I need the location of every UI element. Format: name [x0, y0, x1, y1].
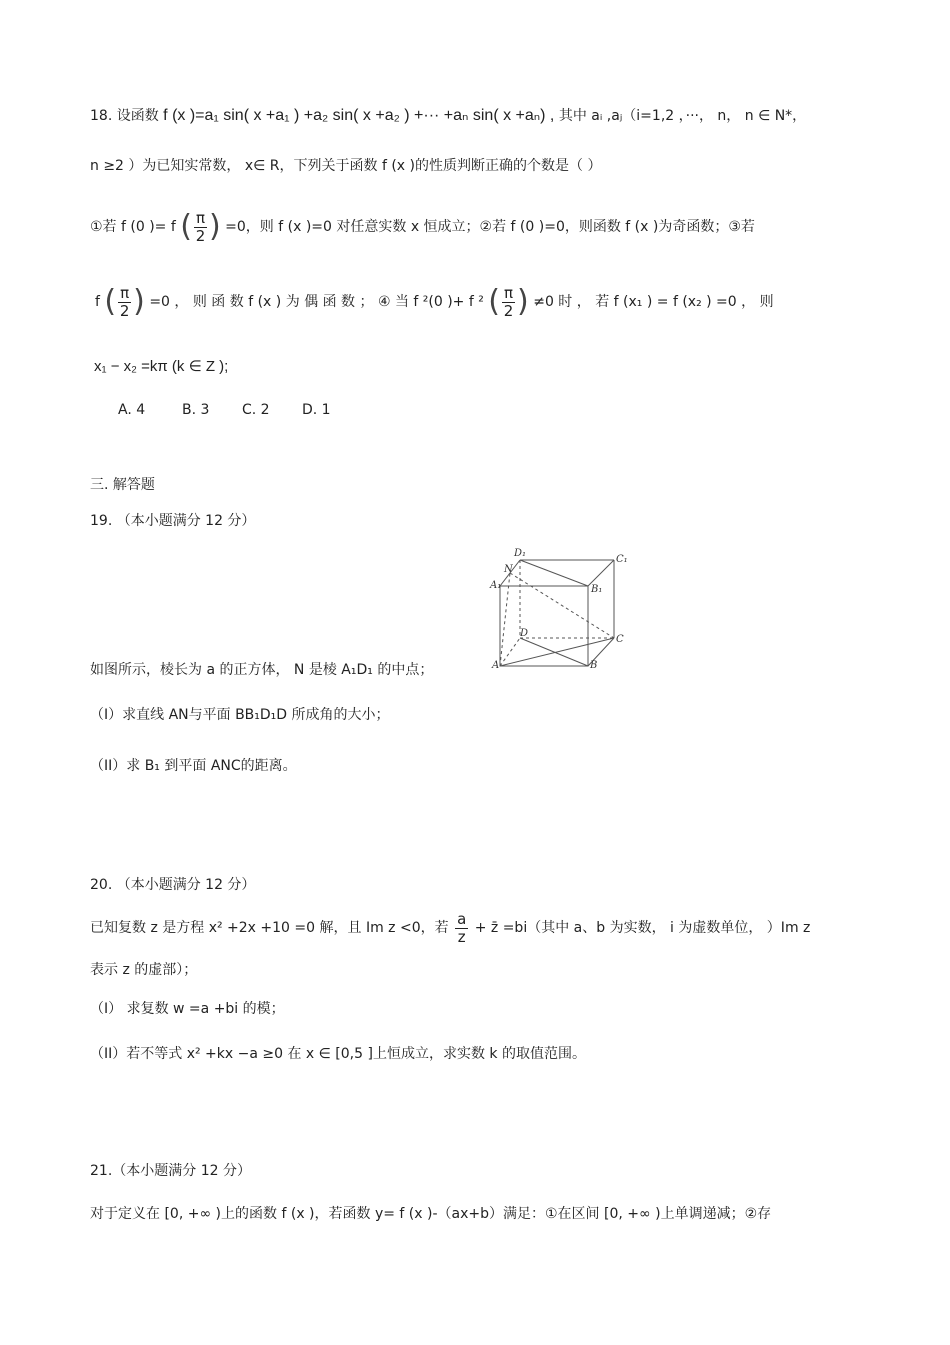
q20-line2: 表示 z 的虚部）； [90, 962, 198, 978]
q18-line2: n ≥2 ）为已知实常数， x∈ R，下列关于函数 f (x )的性质判断正确的个数是（ ） [90, 158, 602, 174]
a-over-z-fraction [455, 911, 468, 946]
q19-header: 19. （本小题满分 12 分） [90, 513, 256, 529]
q20-header: 20. （本小题满分 12 分） [90, 877, 256, 893]
fraction-denominator: z [457, 927, 466, 946]
label-c1: C₁ [616, 554, 628, 565]
label-a: A [492, 660, 500, 671]
q18-number-label: 18. 设函数 [90, 108, 159, 124]
cube-figure [478, 546, 638, 676]
diagonal-bd [520, 638, 588, 666]
fraction-denominator: 2 [503, 301, 514, 320]
q18-statement-1-start: ①若 f (0 )= f [90, 219, 176, 235]
diagonal-b1d1 [520, 560, 588, 586]
q18-statement-3-start: f [95, 294, 100, 310]
label-n: N [504, 564, 513, 575]
q18-statement-4-end: ≠0 时 ， 若 f (x₁ ) = f (x₂ ) =0 ， 则 [533, 294, 774, 310]
q20-part-1: （I） 求复数 w =a +bi 的模； [90, 1001, 285, 1017]
q18-statement-3-end: =0 ， 则 函 数 f (x ) 为 偶 函 数 ； ④ 当 f ²(0 )+ f ² [149, 294, 484, 310]
fraction-denominator: 2 [119, 301, 130, 320]
cube-front-face [500, 586, 588, 666]
q21-header: 21.（本小题满分 12 分） [90, 1163, 251, 1179]
fraction-numerator: π [504, 283, 514, 302]
pi-over-2-fraction [194, 210, 207, 245]
label-b1: B₁ [591, 584, 603, 595]
q19-body: 如图所示，棱长为 a 的正方体， N 是棱 A₁D₁ 的中点； [90, 662, 434, 678]
q19-part-1: （I）求直线 AN与平面 BB₁D₁D 所成角的大小； [90, 707, 390, 723]
q20-equation-text: 已知复数 z 是方程 x² +2x +10 =0 解，且 Im z <0，若 [90, 920, 449, 936]
label-c: C [616, 634, 624, 645]
q21-line1: 对于定义在 [0, +∞ )上的函数 f (x )，若函数 y= f (x )-（ax+b）满足：①在区间 [0, +∞ )上单调递减；②存 [90, 1206, 772, 1222]
q18-line4 [95, 282, 774, 322]
right-paren: ) [133, 284, 145, 319]
q18-line3 [90, 207, 755, 247]
pi-over-2-fraction [502, 285, 515, 320]
cube-edge [588, 560, 614, 586]
fraction-denominator: 2 [195, 226, 206, 245]
left-paren: ( [488, 284, 501, 319]
right-paren: ) [517, 284, 529, 319]
left-paren: ( [104, 284, 117, 319]
q18-line1 [90, 106, 806, 126]
option-a: A. 4 [118, 402, 146, 418]
label-a1: A₁ [490, 580, 502, 591]
fraction-numerator: π [120, 283, 130, 302]
q20-part-2: （II）若不等式 x² +kx −a ≥0 在 x ∈ [0,5 ]上恒成立，求实数 k 的取值范围。 [90, 1046, 586, 1062]
option-d: D. 1 [302, 402, 331, 418]
q19-part-2: （II）求 B₁ 到平面 ANC的距离。 [90, 758, 297, 774]
label-b: B [590, 660, 598, 671]
q20-condition-text: + z̄ =bi（其中 a、b 为实数， i 为虚数单位， ）Im z [474, 920, 811, 936]
label-d1: D₁ [514, 548, 527, 559]
fraction-numerator: π [195, 208, 205, 227]
q18-statement-1-end: =0，则 f (x )=0 对任意实数 x 恒成立；②若 f (0 )=0，则函数 f (x )为奇函数；③若 [225, 219, 755, 235]
q18-line5: x₁ − x₂ =kπ (k ∈ Z ); [94, 358, 229, 375]
label-d: D [520, 628, 529, 639]
q18-function-formula: f (x )=a₁ sin( x +a₁ ) +a₂ sin( x +a₂ ) +··· +aₙ sin( x +aₙ) , [163, 107, 555, 124]
option-b: B. 3 [182, 402, 210, 418]
left-paren: ( [180, 209, 192, 244]
fraction-numerator: a [457, 909, 467, 928]
option-c: C. 2 [242, 402, 270, 418]
section-heading: 三. 解答题 [90, 477, 155, 493]
q18-constants-note: 其中 aᵢ ,aⱼ（i=1,2 ，···， n， n ∈ N*， [558, 108, 807, 124]
right-paren: ) [208, 209, 221, 244]
pi-over-2-fraction [118, 285, 131, 320]
q20-line1 [90, 908, 810, 948]
segment-an [500, 573, 510, 666]
